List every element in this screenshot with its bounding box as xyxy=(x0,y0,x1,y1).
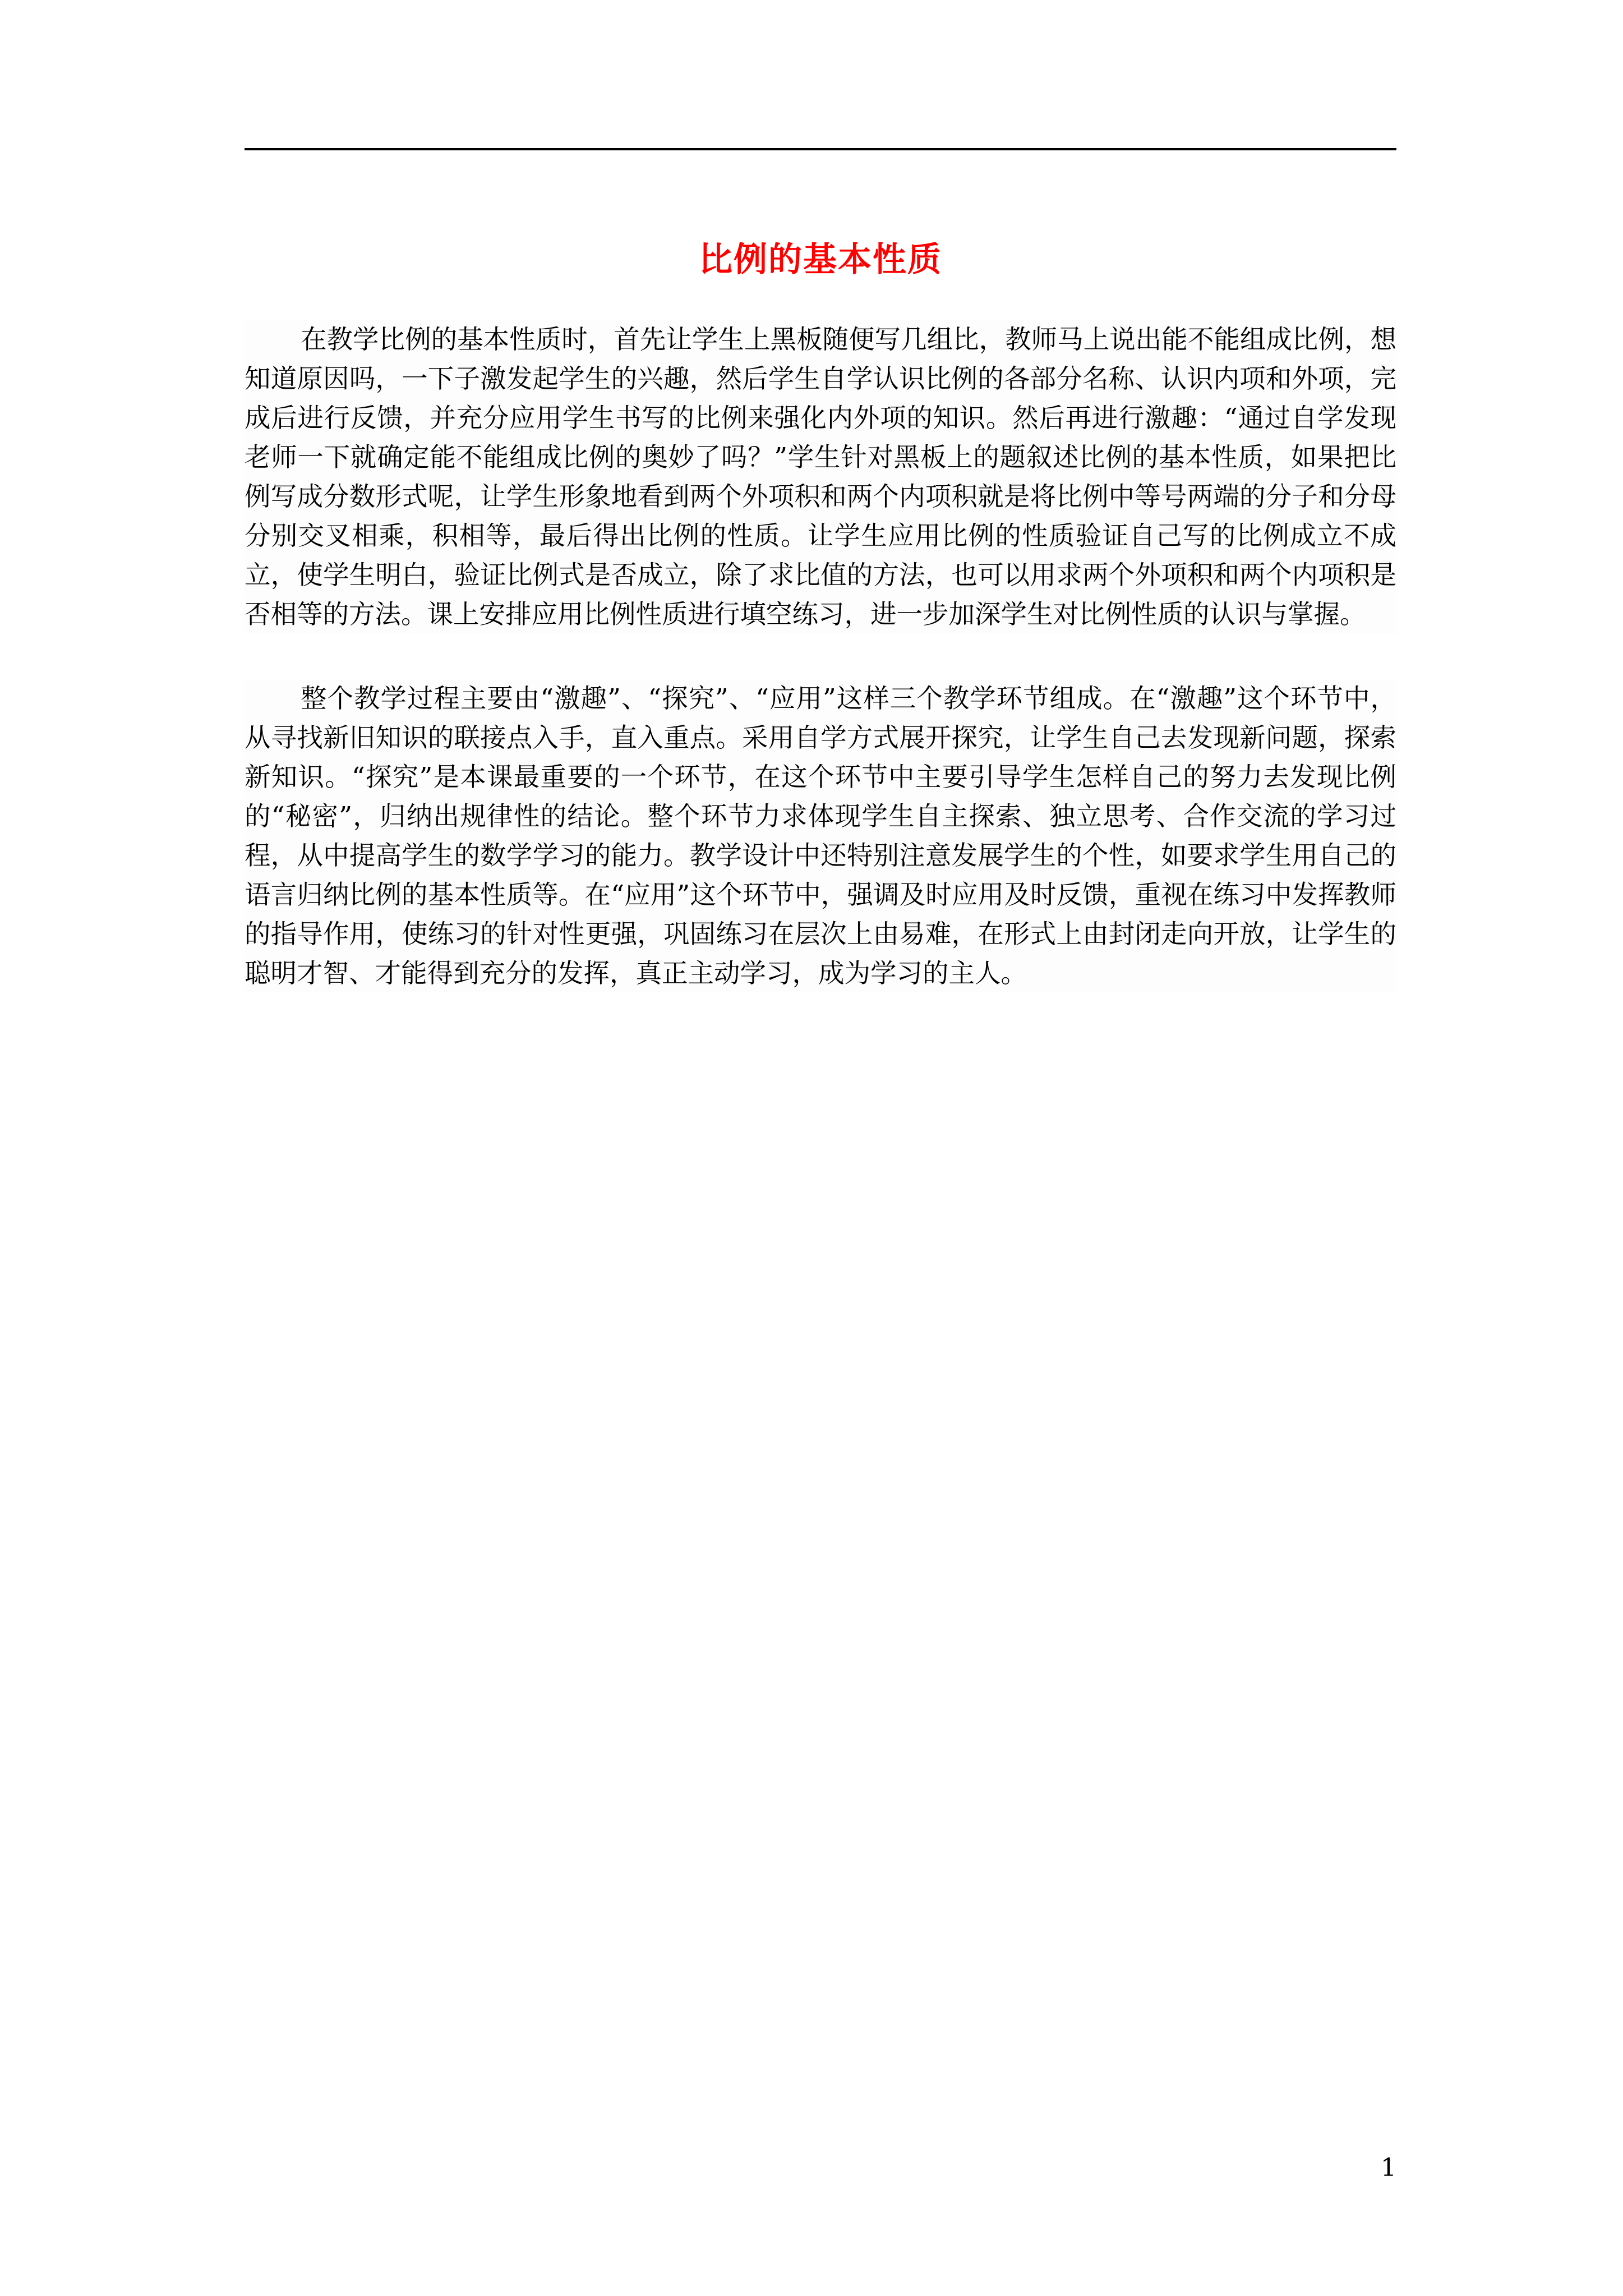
page-number: 1 xyxy=(1381,2154,1396,2182)
document-title: 比例的基本性质 xyxy=(699,240,942,280)
paragraph-2: 整个教学过程主要由“激趣”、“探究”、“应用”这样三个教学环节组成。在“激趣”这个环节中，从寻找新旧知识的联接点入手，直入重点。采用自学方式展开探究，让学生自己去发现新问题，探索新知识。“探究”是本课最重要的一个环节，在这个环节中主要引导学生怎样自己的努力去发现比例的“秘密”，归纳出规律性的结论。整个环节力求体现学生自主探索、独立思考、合作交流的学习过程，从中提高学生的数学学习的能力。教学设计中还特别注意发展学生的个性，如要求学生用自己的语言归纳比例的基本性质等。在“应用”这个环节中，强调及时应用及时反馈，重视在练习中发挥教师的指导作用，使练习的针对性更强，巩固练习在层次上由易难，在形式上由封闭走向开放，让学生的聪明才智、才能得到充分的发挥，真正主动学习，成为学习的主人。 xyxy=(245,679,1396,993)
header-rule xyxy=(245,148,1396,150)
document-body xyxy=(245,320,1396,993)
paragraph-1: 在教学比例的基本性质时，首先让学生上黑板随便写几组比，教师马上说出能不能组成比例，想知道原因吗，一下子激发起学生的兴趣，然后学生自学认识比例的各部分名称、认识内项和外项，完成后进行反馈，并充分应用学生书写的比例来强化内外项的知识。然后再进行激趣：“通过自学发现老师一下就确定能不能组成比例的奥妙了吗？”学生针对黑板上的题叙述比例的基本性质，如果把比例写成分数形式呢，让学生形象地看到两个外项积和两个内项积就是将比例中等号两端的分子和分母分别交叉相乘，积相等，最后得出比例的性质。让学生应用比例的性质验证自己写的比例成立不成立，使学生明白，验证比例式是否成立，除了求比值的方法，也可以用求两个外项积和两个内项积是否相等的方法。课上安排应用比例性质进行填空练习，进一步加深学生对比例性质的认识与掌握。 xyxy=(245,320,1396,634)
